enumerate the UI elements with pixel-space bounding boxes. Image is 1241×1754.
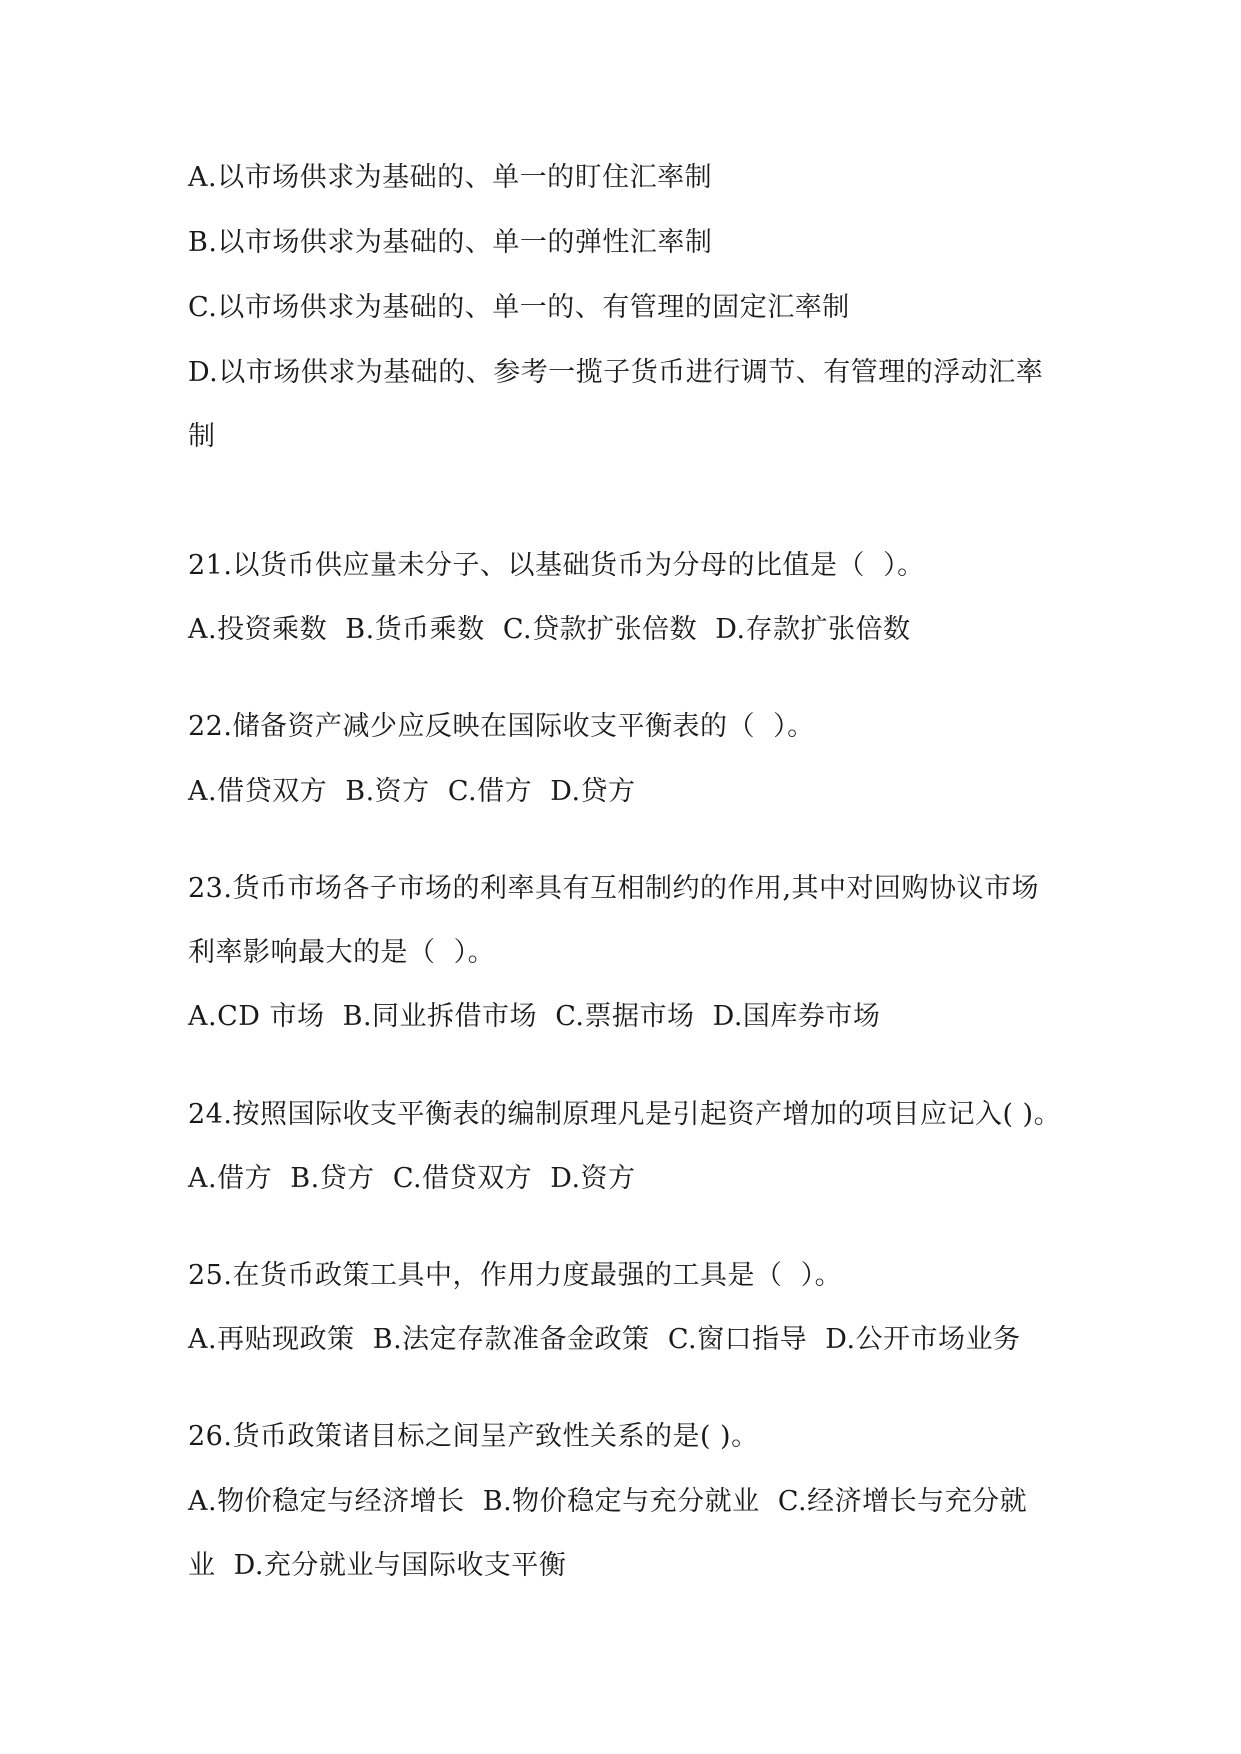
question-23-stem: 23.货币市场各子市场的利率具有互相制约的作用,其中对回购协议市场 bbox=[188, 873, 1040, 904]
question-26-options: A.物价稳定与经济增长 B.物价稳定与充分就业 C.经济增长与充分就 bbox=[188, 1486, 1028, 1517]
question-26-stem: 26.货币政策诸目标之间呈产致性关系的是( )。 bbox=[188, 1421, 759, 1452]
question-26-options-continued: 业 D.充分就业与国际收支平衡 bbox=[188, 1550, 567, 1581]
option-b-text: B.以市场供求为基础的、单一的弹性汇率制 bbox=[188, 227, 713, 258]
question-22-options: A.借贷双方 B.资方 C.借方 D.贷方 bbox=[188, 776, 636, 807]
question-25-stem: 25.在货币政策工具中，作用力度最强的工具是（ ）。 bbox=[188, 1260, 843, 1291]
question-21-stem: 21.以货币供应量未分子、以基础货币为分母的比值是（ ）。 bbox=[188, 550, 925, 581]
question-22-stem: 22.储备资产减少应反映在国际收支平衡表的（ ）。 bbox=[188, 711, 815, 742]
option-d-text-continued: 制 bbox=[188, 421, 216, 452]
question-25-options: A.再贴现政策 B.法定存款准备金政策 C.窗口指导 D.公开市场业务 bbox=[188, 1324, 1021, 1355]
option-c-text: C.以市场供求为基础的、单一的、有管理的固定汇率制 bbox=[188, 292, 850, 323]
question-23-stem-continued: 利率影响最大的是（ ）。 bbox=[188, 937, 496, 968]
option-a-text: A.以市场供求为基础的、单一的盯住汇率制 bbox=[188, 162, 713, 193]
question-24-options: A.借方 B.贷方 C.借贷双方 D.资方 bbox=[188, 1163, 636, 1194]
option-d-text: D.以市场供求为基础的、参考一揽子货币进行调节、有管理的浮动汇率 bbox=[188, 357, 1044, 388]
question-23-options: A.CD 市场 B.同业拆借市场 C.票据市场 D.国库券市场 bbox=[188, 1001, 881, 1032]
question-24-stem: 24.按照国际收支平衡表的编制原理凡是引起资产增加的项目应记入( )。 bbox=[188, 1099, 1062, 1130]
question-21-options: A.投资乘数 B.货币乘数 C.贷款扩张倍数 D.存款扩张倍数 bbox=[188, 614, 911, 645]
